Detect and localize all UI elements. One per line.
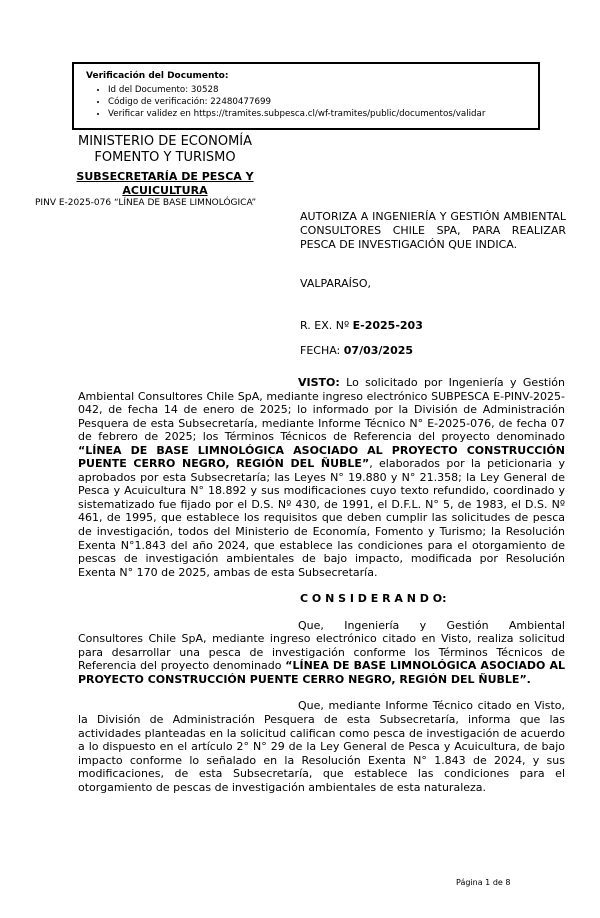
city-line: VALPARAÍSO,: [300, 277, 372, 291]
document-body: [78, 376, 565, 807]
verification-title: Verificación del Documento:: [86, 71, 229, 81]
considerando-heading: C O N S I D E R A N D O:: [300, 592, 447, 606]
date-line: [300, 344, 566, 358]
resolution-number-line: [300, 319, 566, 333]
verification-box: [72, 62, 540, 130]
visto-paragraph: [78, 376, 565, 579]
considerando-paragraph-2: [78, 699, 565, 794]
text-segment: Que, mediante Informe Técnico citado en Visto, la División de Administración Pesquera de esta Subsecretaría, informa que las actividades planteadas en la solicitud califican como pesca de investigación de acuerdo a lo dispuesto en el artículo 2° N° 29 de la Ley General de Pesca y Acuicultura, de bajo impacto conforme lo señalado en la Resolución Exenta N° 1.843 de 2024, y sus modificaciones, de esta Subsecretaría, que establece las condiciones para el otorgamiento de pescas de investigación ambientales de esta naturaleza.: [78, 699, 565, 794]
subsecretaria-title: SUBSECRETARÍA DE PESCA Y ACUICULTURA: [76, 170, 254, 197]
text-segment: E-2025-203: [352, 319, 423, 333]
text-segment: R. EX. Nº: [300, 319, 353, 333]
text-segment: 07/03/2025: [343, 343, 414, 357]
text-segment: “LÍNEA DE BASE LIMNOLÓGICA ASOCIADO AL PROYECTO CONSTRUCCIÓN PUENTE CERRO NEGRO, REGIÓN DEL ÑUBLE”.: [78, 659, 565, 686]
text-segment: , elaborados por la peticionaria y aprobados por esta Subsecretaría; las Leyes N° 19.880 y N° 21.358; la Ley General de Pesca y Acuicultura N° 18.892 y sus modificaciones cuyo texto refundido, coordinado y sistematizado fue fijado por el D.S. Nº 430, de 1991, el D.F.L. N° 5, de 1983, el D.S. Nº 461, de 1995, que establece los requisitos que deben cumplir las solicitudes de pesca de investigación, todos del Ministerio de Economía, Fomento y Turismo; la Resolución Exenta N°1.843 del año 2024, que establece las condiciones para el otorgamiento de pescas de investigación ambientales de bajo impacto, modificada por Resolución Exenta N° 170 de 2025, ambas de esta Subsecretaría.: [78, 457, 565, 579]
ministry-header: [40, 134, 290, 197]
resolution-title-block: [300, 210, 566, 358]
text-segment: FECHA:: [300, 343, 344, 357]
ministry-line1: MINISTERIO DE ECONOMÍA: [77, 134, 253, 149]
considerando-paragraph-1: [78, 619, 565, 687]
verification-list: [86, 84, 532, 121]
text-segment: Que, Ingeniería y Gestión Ambiental Consultores Chile SpA, mediante ingreso electrónico citado en Visto, realiza solicitud para desarrollar una pesca de investigación conforme los Términos Técnicos de Referencia del proyecto denominado: [78, 618, 565, 673]
project-reference: PINV E-2025-076 “LÍNEA DE BASE LIMNOLÓGICA”: [35, 198, 257, 208]
text-segment: VISTO:: [298, 376, 340, 389]
verification-item-doc-id: • Id del Documento: 30528: [108, 84, 532, 96]
page-number: Página 1 de 8: [456, 878, 511, 887]
verification-item-url: • Verificar validez en https://tramites.subpesca.cl/wf-tramites/public/documentos/validar: [108, 108, 532, 120]
verification-item-code: • Código de verificación: 22480477699: [108, 96, 532, 108]
text-segment: Lo solicitado por Ingeniería y Gestión Ambiental Consultores Chile SpA, mediante ingreso electrónico SUBPESCA E-PINV-2025-042, de fecha 14 de enero de 2025; lo informado por la División de Administración Pesquera de esta Subsecretaría, mediante Informe Técnico N° E-2025-076, de fecha 07 de febrero de 2025; los Términos Técnicos de Referencia del proyecto denominado: [78, 376, 565, 444]
authorization-summary: AUTORIZA A INGENIERÍA Y GESTIÓN AMBIENTAL CONSULTORES CHILE SPA, PARA REALIZAR PESCA DE INVESTIGACIÓN QUE INDICA.: [300, 210, 566, 251]
text-segment: “LÍNEA DE BASE LIMNOLÓGICA ASOCIADO AL PROYECTO CONSTRUCCIÓN PUENTE CERRO NEGRO, REGIÓN DEL ÑUBLE”: [78, 443, 565, 471]
ministry-line2: FOMENTO Y TURISMO: [94, 149, 236, 165]
